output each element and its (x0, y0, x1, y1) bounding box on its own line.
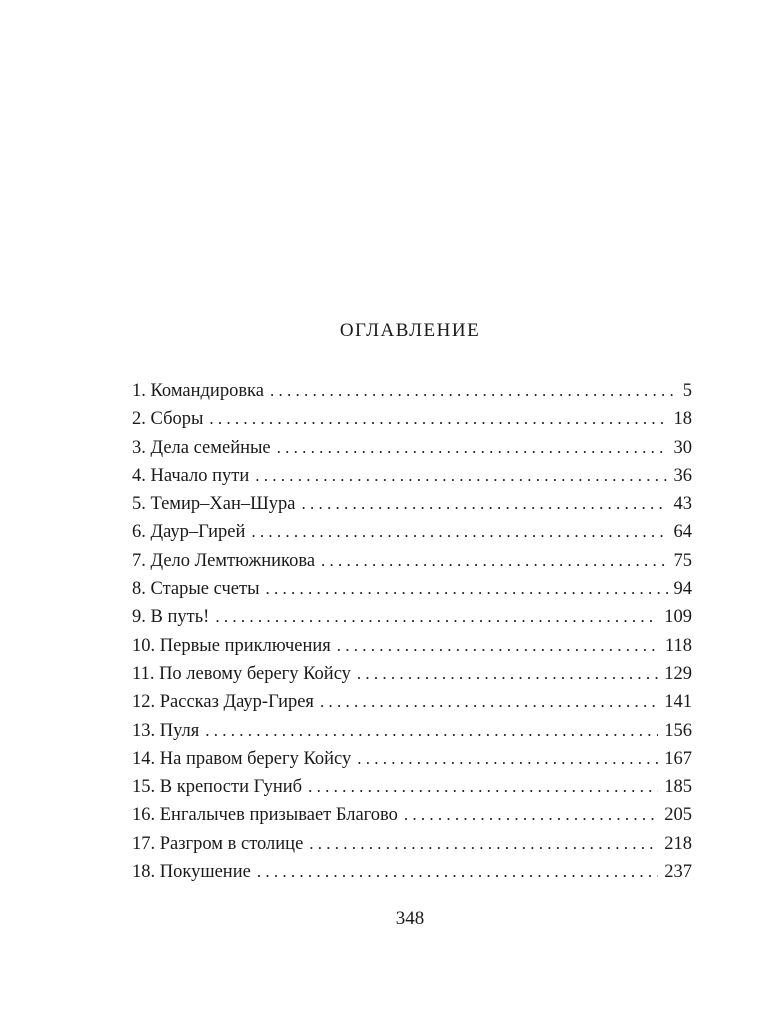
toc-entry (132, 632, 692, 660)
toc-leader-dots (357, 660, 658, 688)
toc-leader-dots (309, 830, 658, 858)
toc-entry-title: 9. В путь! (132, 607, 210, 628)
toc-entry-title: 1. Командировка (132, 381, 264, 401)
toc-leader-dots (215, 603, 658, 631)
toc-entry-page: 167 (664, 748, 692, 769)
toc-entry (132, 462, 692, 490)
toc-leader-dots (320, 688, 658, 716)
toc-leader-dots (257, 858, 658, 886)
toc-entry-title: 4. Начало пути (132, 465, 250, 486)
toc-leader-dots (266, 575, 668, 603)
toc-entry (132, 858, 692, 886)
toc-entry (132, 434, 692, 462)
toc-entry-page: 141 (664, 692, 692, 713)
toc-entry-page: 109 (664, 607, 692, 628)
toc-leader-dots (404, 801, 658, 829)
toc-entry-title: 14. На правом берегу Койсу (132, 748, 352, 769)
toc-entry (132, 717, 692, 745)
toc-entry-title: 8. Старые счеты (132, 579, 260, 600)
table-of-contents (132, 377, 692, 886)
toc-leader-dots (209, 405, 667, 433)
toc-leader-dots (321, 547, 667, 575)
toc-leader-dots (205, 717, 658, 745)
toc-entry-title: 3. Дела семейные (132, 437, 271, 458)
toc-heading: ОГЛАВЛЕНИЕ (339, 320, 481, 341)
toc-entry-page: 156 (664, 720, 692, 741)
toc-leader-dots (251, 518, 667, 546)
toc-entry-page: 118 (664, 635, 692, 656)
toc-entry-title: 16. Енгалычев призывает Благово (132, 805, 398, 826)
toc-entry (132, 603, 692, 631)
toc-leader-dots (337, 632, 659, 660)
toc-entry (132, 547, 692, 575)
toc-entry-title: 2. Сборы (132, 409, 204, 430)
toc-entry (132, 660, 692, 688)
toc-entry-title: 18. Покушение (132, 862, 251, 883)
toc-entry-title: 10. Первые приключения (132, 635, 331, 656)
toc-entry-title: 17. Разгром в столице (132, 833, 304, 854)
toc-entry-title: 15. В крепости Гуниб (132, 777, 303, 798)
toc-entry (132, 377, 692, 405)
toc-entry (132, 801, 692, 829)
toc-leader-dots (302, 490, 668, 518)
toc-entry (132, 688, 692, 716)
toc-entry (132, 745, 692, 773)
toc-entry (132, 490, 692, 518)
toc-entry-title: 11. По левому берегу Койсу (132, 663, 351, 684)
toc-entry-page: 36 (673, 465, 692, 486)
toc-entry (132, 405, 692, 433)
toc-entry-title: 7. Дело Лемтюжникова (132, 550, 316, 571)
toc-entry-page: 218 (664, 833, 692, 854)
toc-leader-dots (270, 377, 677, 405)
toc-entry-page: 94 (673, 579, 692, 600)
toc-entry-page: 237 (664, 862, 692, 883)
toc-entry-title: 12. Рассказ Даур-Гирея (132, 692, 314, 713)
toc-entry (132, 575, 692, 603)
toc-entry-title: 5. Темир–Хан–Шура (132, 494, 296, 515)
toc-entry (132, 830, 692, 858)
toc-entry-page: 5 (682, 381, 692, 401)
toc-leader-dots (255, 462, 667, 490)
toc-entry-page: 43 (673, 494, 692, 515)
toc-leader-dots (308, 773, 658, 801)
toc-leader-dots (277, 434, 668, 462)
toc-entry-title: 6. Даур–Гирей (132, 522, 246, 543)
toc-entry (132, 518, 692, 546)
toc-entry-page: 129 (664, 663, 692, 684)
toc-entry-page: 185 (664, 777, 692, 798)
toc-entry (132, 773, 692, 801)
toc-entry-page: 18 (673, 409, 692, 430)
toc-entry-page: 75 (673, 550, 692, 571)
page-number: 348 (395, 908, 425, 929)
toc-entry-page: 64 (673, 522, 692, 543)
toc-entry-page: 30 (673, 437, 692, 458)
toc-entry-title: 13. Пуля (132, 720, 200, 741)
toc-leader-dots (357, 745, 658, 773)
toc-entry-page: 205 (664, 805, 692, 826)
